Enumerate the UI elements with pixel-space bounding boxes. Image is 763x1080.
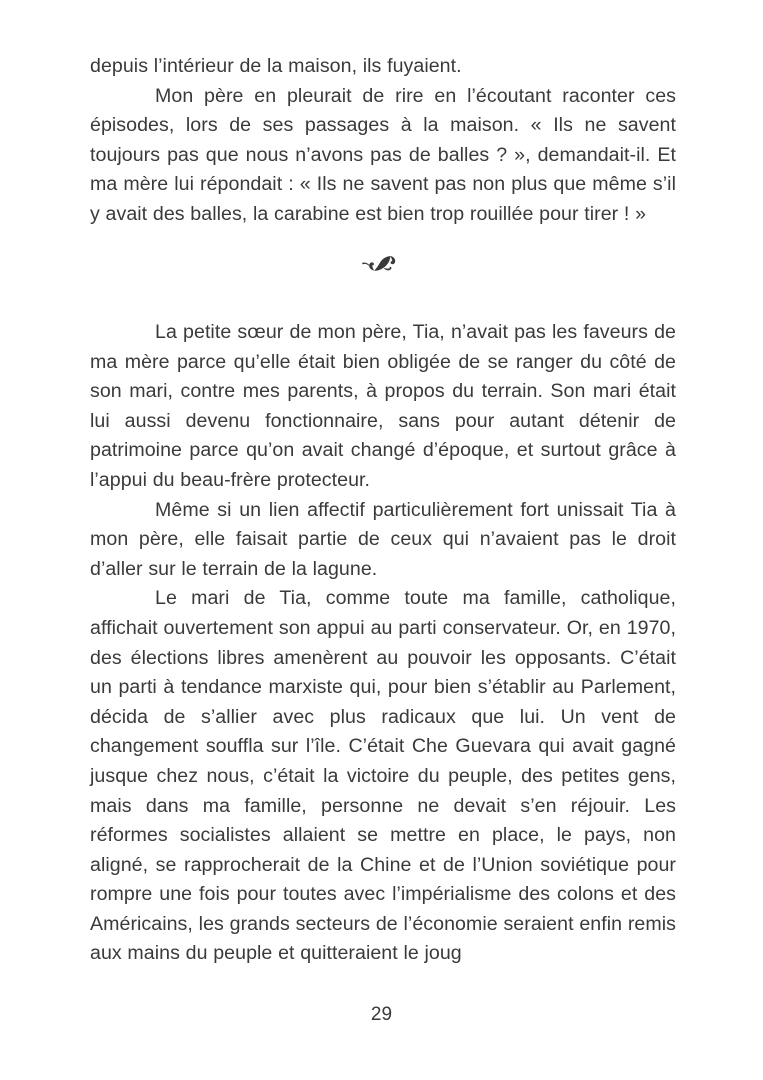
text-block-lower bbox=[90, 318, 676, 969]
paragraph: La petite sœur de mon père, Tia, n’avait pas les faveurs de ma mère parce qu’elle était bien obligée de se ranger du côté de son mari, contre mes parents, à propos du terrain. Son mari était lui aussi devenu fonctionnaire, sans pour autant détenir de patrimoine parce qu’on avait changé d’époque, et surtout grâce à l’appui du beau-frère protecteur. bbox=[90, 321, 676, 491]
paragraph: Même si un lien affectif particulièrement fort unissait Tia à mon père, elle faisait partie de ceux qui n’avaient pas le droit d’aller sur le terrain de la lagune. bbox=[90, 498, 676, 580]
text-block-upper bbox=[90, 52, 676, 230]
page-number: 29 bbox=[370, 1004, 393, 1025]
paragraph: Le mari de Tia, comme toute ma famille, catholique, affichait ouvertement son appui au parti conservateur. Or, en 1970, des élections libres amenèrent au pouvoir les opposants. C’était un parti à tendance marxiste qui, pour bien s’établir au Parlement, décida de s’allier avec plus radicaux que lui. Un vent de changement souffla sur l’île. C’était Che Guevara qui avait gagné jusque chez nous, c’était la victoire du peuple, des petites gens, mais dans ma famille, personne ne devait s’en réjouir. Les réformes socialistes allaient se mettre en place, le pays, non aligné, se rapprocherait de la Chine et de l’Union soviétique pour rompre une fois pour toutes avec l’impérialisme des colons et des Américains, les grands secteurs de l’économie seraient enfin remis aux mains du peuple et quitteraient le joug bbox=[90, 587, 676, 965]
paragraph: Mon père en pleurait de rire en l’écoutant raconter ces épisodes, lors de ses passages à la maison. « Ils ne savent toujours pas que nous n’avons pas de balles ? », demandait-il. Et ma mère lui répondait : « Ils ne savent pas non plus que même s’il y avait des balles, la carabine est bien trop rouillée pour tirer ! » bbox=[90, 84, 676, 225]
paragraph-continuation: depuis l’intérieur de la maison, ils fuyaient. bbox=[90, 55, 462, 77]
leaf-fleuron-ornament-icon bbox=[360, 252, 404, 278]
section-divider bbox=[0, 252, 763, 278]
